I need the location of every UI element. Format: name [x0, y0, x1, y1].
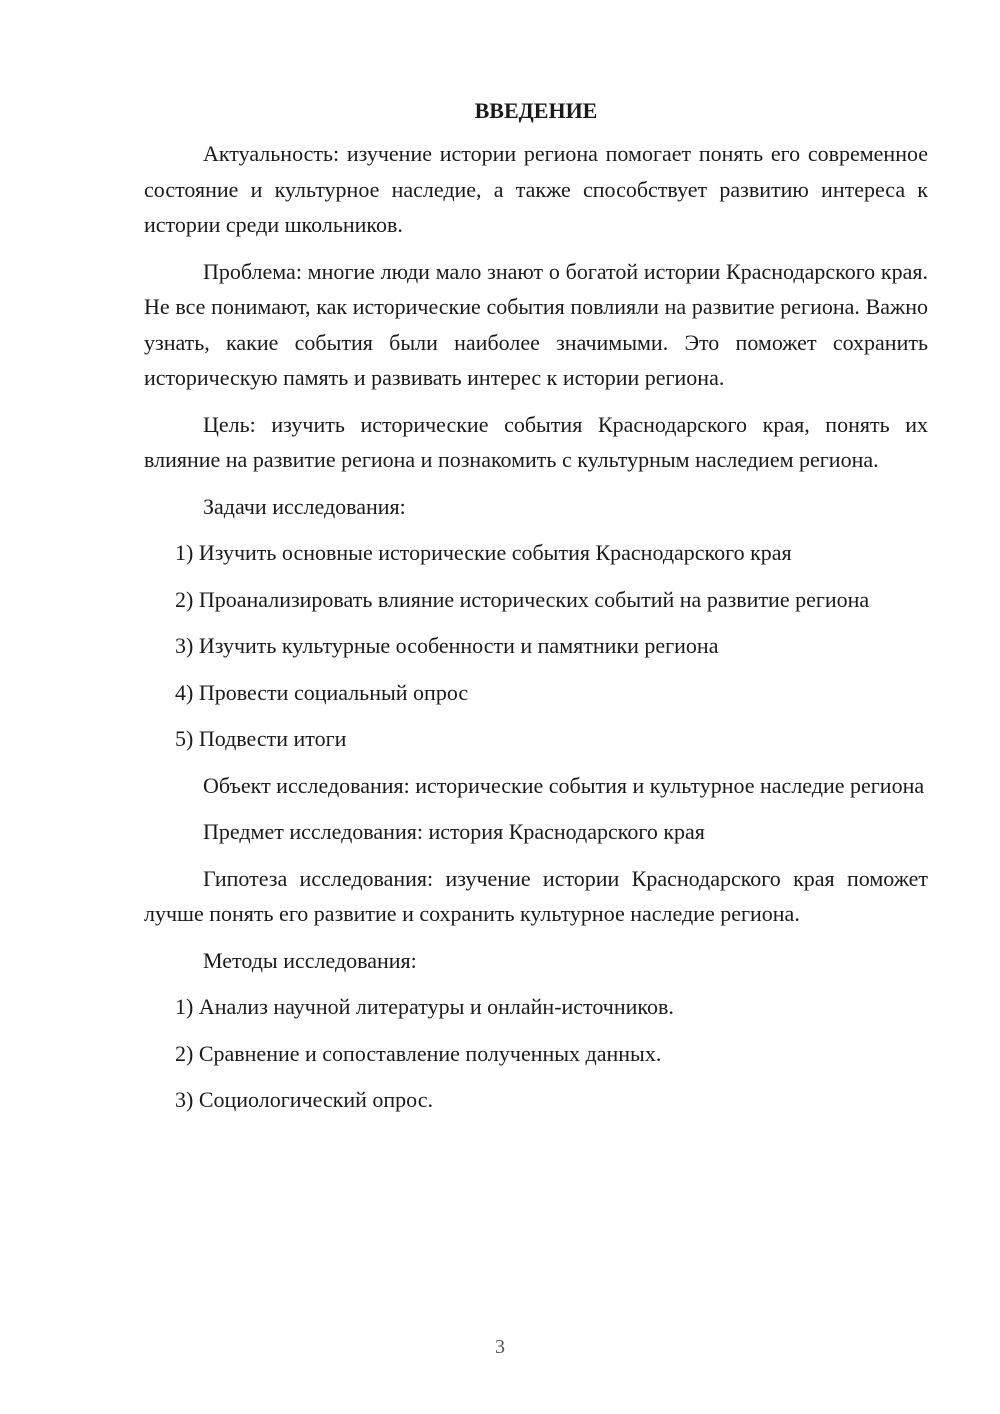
- tasks-list: [144, 535, 928, 757]
- list-item-task-5: 5) Подвести итоги: [175, 726, 347, 751]
- list-item-method-1: 1) Анализ научной литературы и онлайн-источников.: [175, 994, 674, 1019]
- methods-heading: Методы исследования:: [203, 947, 417, 973]
- paragraph-object: Объект исследования: исторические события и культурное наследие региона: [203, 772, 925, 798]
- page-number: 3: [495, 1336, 505, 1358]
- list-item-task-4: 4) Провести социальный опрос: [175, 679, 469, 705]
- list-item-method-2: 2) Сравнение и сопоставление полученных данных.: [175, 1040, 662, 1066]
- list-item-task-2: 2) Проанализировать влияние исторических событий на развитие региона: [175, 586, 870, 612]
- list-item-method-3: 3) Социологический опрос.: [175, 1087, 433, 1112]
- paragraph-goal: Цель: изучить исторические события Краснодарского края, понять их влияние на развитие региона и познакомить с культурным наследием региона.: [144, 411, 928, 472]
- list-item-task-3: 3) Изучить культурные особенности и памятники региона: [175, 633, 719, 658]
- tasks-heading: Задачи исследования:: [203, 493, 406, 519]
- page-title: ВВЕДЕНИЕ: [474, 98, 598, 123]
- paragraph-hypothesis: Гипотеза исследования: изучение истории Краснодарского края поможет лучше понять его развитие и сохранить культурное наследие региона.: [144, 865, 928, 926]
- list-item-task-1: 1) Изучить основные исторические события Краснодарского края: [175, 540, 792, 565]
- paragraph-problem: Проблема: многие люди мало знают о богатой истории Краснодарского края. Не все понимают, как исторические события повлияли на развитие региона. Важно узнать, какие события были наиболее значимыми. Это поможет сохранить историческую память и развивать интерес к истории региона.: [144, 258, 928, 390]
- paragraph-relevance: Актуальность: изучение истории региона помогает понять его современное состояние и культурное наследие, а также способствует развитию интереса к истории среди школьников.: [144, 141, 928, 237]
- methods-list: [144, 989, 928, 1118]
- paragraph-subject: Предмет исследования: история Краснодарского края: [203, 819, 705, 844]
- page-content: [144, 96, 928, 1129]
